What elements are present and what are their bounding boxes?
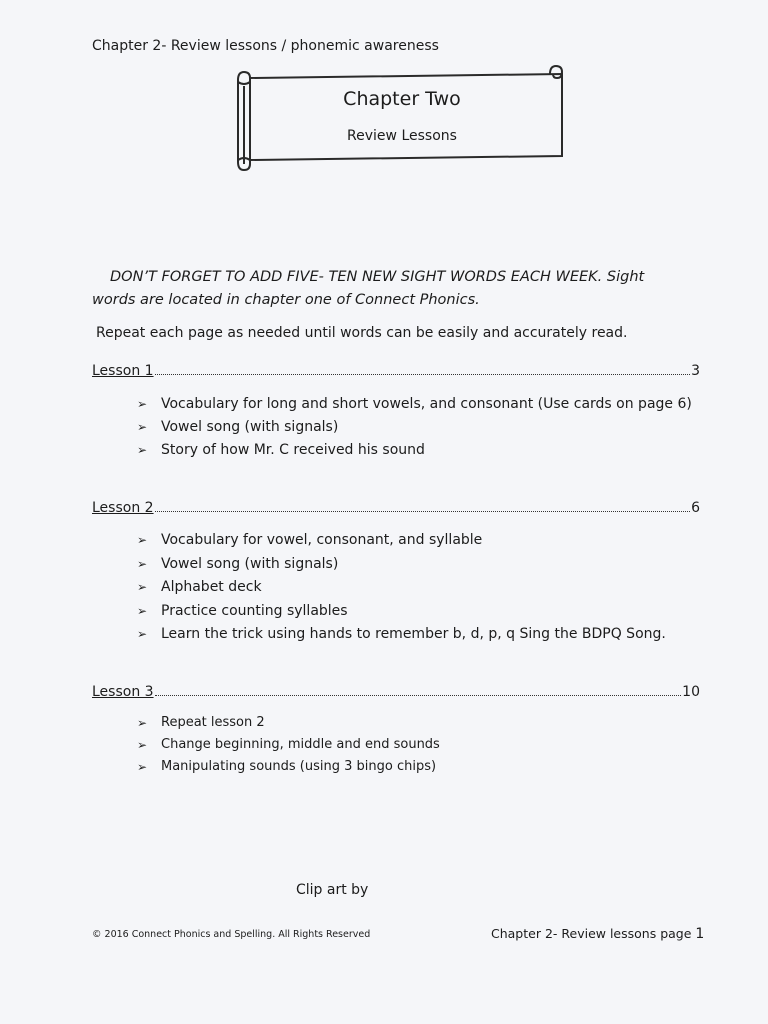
list-item (137, 439, 692, 462)
lesson-3-items (137, 712, 440, 778)
footer-page-number: 1 (695, 926, 705, 942)
running-header: Chapter 2- Review lessons / phonemic awareness (92, 38, 439, 54)
copyright-notice: © 2016 Connect Phonics and Spelling. All Rights Reserved (92, 929, 371, 940)
toc-entry-lesson-2 (92, 496, 700, 516)
list-item-text: Learn the trick using hands to remember b, d, p, q Sing the BDPQ Song. (161, 626, 666, 642)
page-number: 10 (682, 684, 700, 700)
list-item-text: Vowel song (with signals) (161, 419, 339, 435)
list-item-text: Alphabet deck (161, 579, 262, 595)
list-item (137, 600, 666, 624)
list-item-text: Repeat lesson 2 (161, 715, 265, 730)
chapter-scroll-banner (232, 64, 572, 176)
list-item-text: Practice counting syllables (161, 602, 348, 619)
lesson-title: Lesson 1 (92, 363, 154, 379)
list-item (137, 393, 692, 416)
page-number: 3 (691, 363, 700, 379)
list-item-text: Change beginning, middle and end sounds (161, 737, 440, 752)
list-item (137, 529, 666, 553)
list-item (137, 756, 440, 778)
chapter-subtitle: Review Lessons (347, 128, 457, 144)
sight-words-reminder (92, 266, 692, 312)
arrowhead-bullet-icon: ➢ (137, 627, 148, 641)
arrowhead-bullet-icon: ➢ (137, 716, 148, 730)
lesson-title: Lesson 3 (92, 684, 154, 700)
list-item (137, 576, 666, 600)
scroll-banner-icon (232, 64, 572, 176)
arrowhead-bullet-icon: ➢ (137, 580, 148, 594)
list-item (137, 623, 666, 647)
arrowhead-bullet-icon: ➢ (137, 556, 148, 571)
footer-page-label: Chapter 2- Review lessons page (491, 926, 692, 941)
list-item-text: Vocabulary for vowel, consonant, and syllable (161, 532, 483, 548)
reminder-line-2: words are located in chapter one of Connect Phonics. (92, 292, 480, 308)
list-item-text: Vocabulary for long and short vowels, and consonant (Use cards on page 6) (161, 396, 692, 412)
lesson-2-items (137, 529, 666, 647)
list-item (137, 553, 666, 577)
arrowhead-bullet-icon: ➢ (137, 603, 148, 618)
chapter-title: Chapter Two (343, 88, 461, 110)
clip-art-credit: Clip art by (296, 882, 369, 898)
arrowhead-bullet-icon: ➢ (137, 738, 148, 752)
list-item-text: Manipulating sounds (using 3 bingo chips) (161, 759, 437, 774)
arrowhead-bullet-icon: ➢ (137, 397, 148, 411)
dot-leader (155, 511, 691, 512)
arrowhead-bullet-icon: ➢ (137, 760, 148, 774)
dot-leader (155, 374, 691, 375)
lesson-1-items (137, 393, 692, 462)
list-item (137, 712, 440, 734)
arrowhead-bullet-icon: ➢ (137, 443, 148, 457)
lesson-title: Lesson 2 (92, 500, 154, 516)
toc-entry-lesson-3 (92, 680, 700, 700)
page-footer (491, 926, 704, 942)
dot-leader (155, 695, 682, 696)
list-item-text: Vowel song (with signals) (161, 555, 339, 572)
list-item (137, 734, 440, 756)
list-item-text: Story of how Mr. C received his sound (161, 442, 425, 458)
list-item (137, 416, 692, 439)
arrowhead-bullet-icon: ➢ (137, 533, 148, 547)
arrowhead-bullet-icon: ➢ (137, 420, 148, 434)
toc-entry-lesson-1 (92, 359, 700, 379)
repeat-instruction: Repeat each page as needed until words can be easily and accurately read. (96, 325, 628, 341)
page-number: 6 (691, 500, 700, 516)
reminder-line-1: DON’T FORGET TO ADD FIVE- TEN NEW SIGHT WORDS EACH WEEK. Sight (110, 269, 645, 285)
